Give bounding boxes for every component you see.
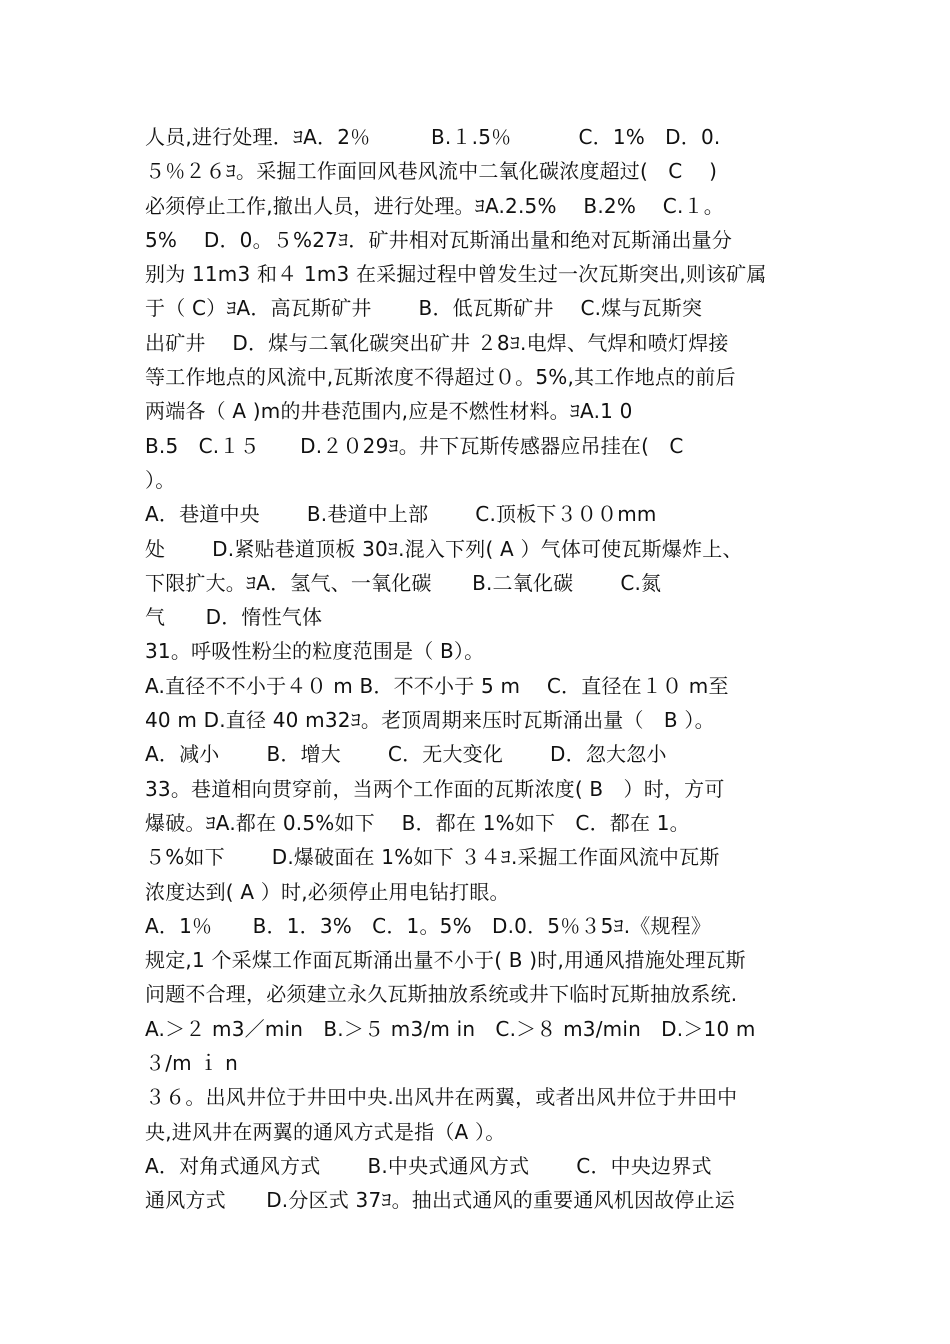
text-line: ）。 [145, 467, 176, 492]
document-body [145, 120, 805, 1218]
text-line: 两端各（ A )m的井巷范围内,应是不燃性材料。ﾖA.1 0 [145, 399, 633, 424]
text-line: 40 m D.直径 40 m32ﾖ。老顶周期来压时瓦斯涌出量（ B ）。 [145, 708, 715, 733]
text-line: 33。巷道相向贯穿前，当两个工作面的瓦斯浓度( B ）时，方可 [145, 776, 725, 801]
text-line: 人员,进行处理．ﾖA．2％ B.１.5％ C．1% D．0. [145, 125, 721, 149]
text-line: ３/m ｉ n [145, 1051, 239, 1076]
text-line: 通风方式 D.分区式 37ﾖ。抽出式通风的重要通风机因故停止运 [145, 1188, 735, 1213]
text-line: ５%如下 D.爆破面在 1%如下 ３４ﾖ.采掘工作面风流中瓦斯 [145, 845, 720, 870]
text-line: 处 D.紧贴巷道顶板 30ﾖ.混入下列( A ）气体可使瓦斯爆炸上、 [145, 536, 743, 561]
text-line: A．1％ B．1．3% C．1。5% D.0．5％３5ﾖ.《规程》 [145, 913, 712, 938]
text-line: 下限扩大。ﾖA．氢气、一氧化碳 B.二氧化碳 C.氮 [145, 570, 662, 595]
text-line: 浓度达到( A ）时,必须停止用电钻打眼。 [145, 879, 510, 904]
text-line: A．减小 B．增大 C．无大变化 D．忽大忽小 [145, 742, 667, 767]
text-line: ３６。出风井位于井田中央.出风井在两翼，或者出风井位于井田中 [145, 1085, 738, 1110]
text-line: 必须停止工作,撤出人员，进行处理。ﾖA.2.5% B.2% C.１。 [145, 193, 724, 218]
text-line: 爆破。ﾖA.都在 0.5%如下 B．都在 1%如下 C．都在 1。 [145, 810, 690, 835]
text-line: 别为 11m3 和４ 1m3 在采掘过程中曾发生过一次瓦斯突出,则该矿属 [145, 262, 767, 287]
text-line: B.5 C.１５ D.２０29ﾖ。井下瓦斯传感器应吊挂在( C [145, 433, 684, 458]
text-line: 出矿井 D．煤与二氧化碳突出矿井 ２8ﾖ.电焊、气焊和喷灯焊接 [145, 330, 729, 355]
text-line: 规定,1 个采煤工作面瓦斯涌出量不小于( B )时,用通风措施处理瓦斯 [145, 948, 746, 973]
text-line: 31。呼吸性粉尘的粒度范围是（ B）。 [145, 639, 485, 664]
text-line: 问题不合理，必须建立永久瓦斯抽放系统或井下临时瓦斯抽放系统. [145, 982, 738, 1007]
text-line: 5% D．0。５%27ﾖ．矿井相对瓦斯涌出量和绝对瓦斯涌出量分 [145, 227, 733, 252]
text-line: A．巷道中央 B.巷道中上部 C.顶板下３００mm [145, 502, 657, 527]
text-line: A.＞２ m3／min B.＞５ m3/m in C.＞８ m3/min D.＞10 m [145, 1016, 756, 1041]
text-line: 央,进风井在两翼的通风方式是指（A ）。 [145, 1119, 506, 1144]
text-line: A．对角式通风方式 B.中央式通风方式 C．中央边界式 [145, 1153, 712, 1178]
text-line: ５％２６ﾖ。采掘工作面回风巷风流中二氧化碳浓度超过( C ) [145, 159, 718, 184]
text-line: 气 D．惰性气体 [145, 605, 323, 630]
text-line: 于（ C）ﾖA．高瓦斯矿井 B．低瓦斯矿井 C.煤与瓦斯突 [145, 296, 703, 321]
text-line: A.直径不不小于４０ m B．不不小于 5 m C．直径在１０ m至 [145, 673, 729, 698]
text-line: 等工作地点的风流中,瓦斯浓度不得超过０。5%,其工作地点的前后 [145, 365, 736, 390]
